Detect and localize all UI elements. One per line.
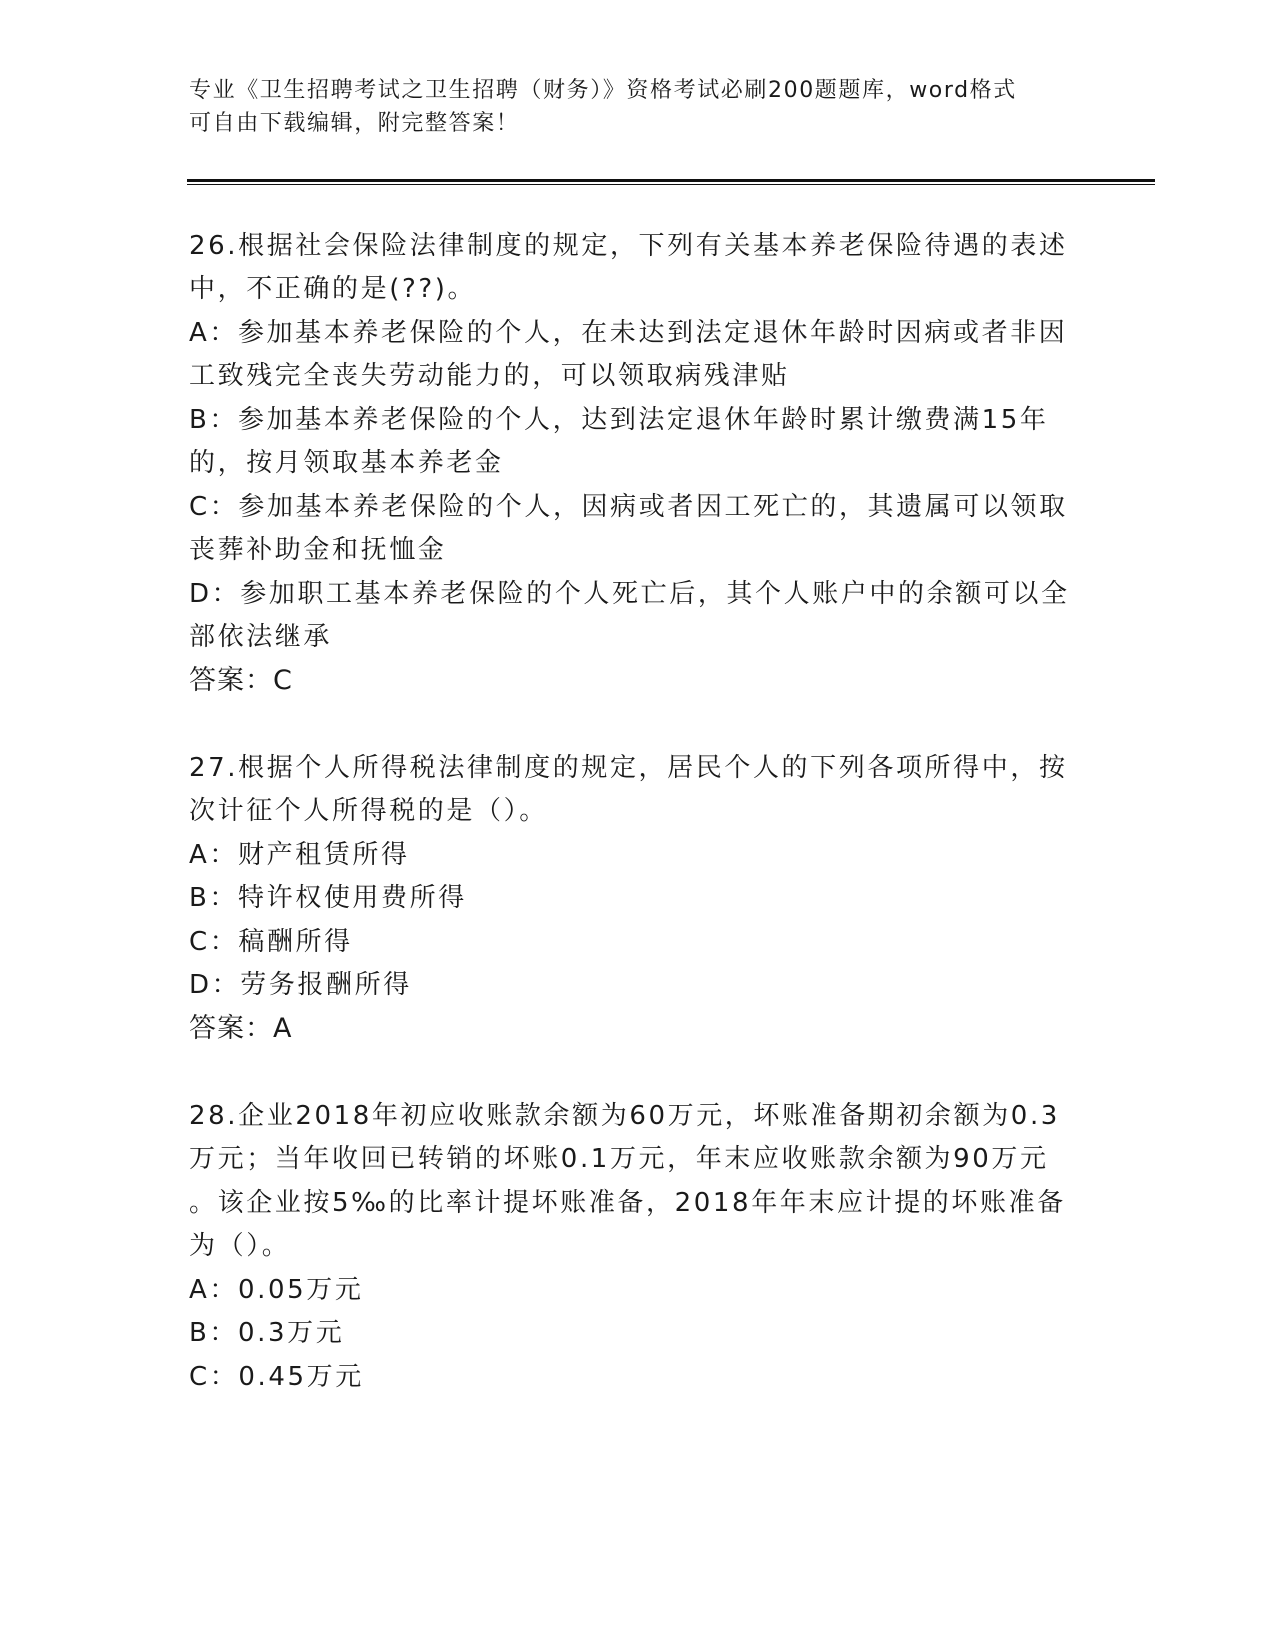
option-d-line: D：劳务报酬所得 (189, 970, 412, 1000)
question-stem-line: 26.根据社会保险法律制度的规定，下列有关基本养老保险待遇的表述 (189, 231, 1068, 261)
question-stem-line: 万元；当年收回已转销的坏账0.1万元，年末应收账款余额为90万元 (189, 1144, 1049, 1174)
option-a-line: A：参加基本养老保险的个人，在未达到法定退休年龄时因病或者非因 (189, 318, 1068, 348)
option-c-line: C：参加基本养老保险的个人，因病或者因工死亡的，其遗属可以领取 (189, 492, 1068, 522)
option-b-line: 的，按月领取基本养老金 (189, 448, 504, 478)
question-stem-line: 次计征个人所得税的是（）。 (189, 796, 548, 826)
question-stem-line: 28.企业2018年初应收账款余额为60万元，坏账准备期初余额为0.3 (189, 1101, 1060, 1131)
option-a-line: A：0.05万元 (189, 1275, 364, 1305)
header-divider-thin (187, 184, 1155, 185)
option-b-line: B：参加基本养老保险的个人，达到法定退休年龄时累计缴费满15年 (189, 405, 1049, 435)
question-stem-line: 。该企业按5‰的比率计提坏账准备，2018年年末应计提的坏账准备 (189, 1188, 1066, 1218)
option-d-line: D：参加职工基本养老保险的个人死亡后，其个人账户中的余额可以全 (189, 579, 1070, 609)
option-c-line: 丧葬补助金和抚恤金 (189, 535, 447, 565)
option-b-line: B：特许权使用费所得 (189, 883, 467, 913)
answer-label: 答案：C (189, 665, 293, 696)
option-a-line: A：财产租赁所得 (189, 840, 410, 870)
question-stem-line: 27.根据个人所得税法律制度的规定，居民个人的下列各项所得中，按 (189, 753, 1068, 783)
option-c-line: C：0.45万元 (189, 1362, 364, 1392)
header-line-2: 可自由下载编辑，附完整答案！ (189, 111, 520, 136)
document-header (189, 74, 1069, 140)
option-b-line: B：0.3万元 (189, 1318, 345, 1348)
header-line-1: 专业《卫生招聘考试之卫生招聘（财务）》资格考试必刷200题题库，word格式 (189, 78, 1017, 103)
option-c-line: C：稿酬所得 (189, 927, 353, 957)
header-divider-thick (187, 179, 1155, 182)
answer-label: 答案：A (189, 1013, 293, 1044)
option-d-line: 部依法继承 (189, 622, 333, 652)
option-a-line: 工致残完全丧失劳动能力的，可以领取病残津贴 (189, 361, 790, 391)
question-stem-line: 中，不正确的是(??)。 (189, 274, 477, 304)
question-stem-line: 为（）。 (189, 1231, 291, 1261)
